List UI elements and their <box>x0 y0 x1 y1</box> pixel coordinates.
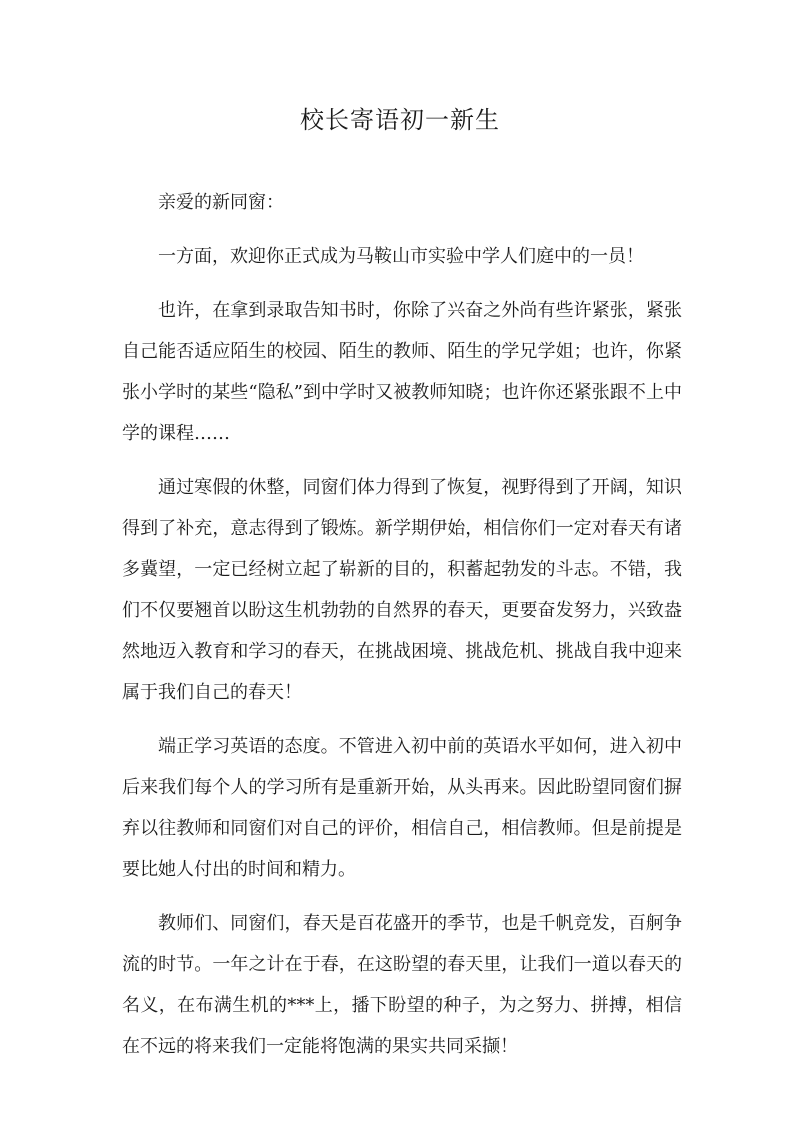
paragraph-english: 端正学习英语的态度。不管进入初中前的英语水平如何，进入初中后来我们每个人的学习所有是重新开始，从头再来。因此盼望同窗们摒弃以往教师和同窗们对自己的评价，相信自己，相信教师。但是前提是要比她人付出的时间和精力。 <box>122 736 682 880</box>
paragraph-spring: 通过寒假的休整，同窗们体力得到了恢复，视野得到了开阔，知识得到了补充，意志得到了锻炼。新学期伊始，相信你们一定对春天有诸多冀望，一定已经树立起了崭新的目的，积蓄起勃发的斗志。不错，我们不仅要翘首以盼这生机勃勃的自然界的春天，更要奋发努力，兴致盎然地迈入教育和学习的春天，在挑战困境、挑战危机、挑战自我中迎来属于我们自己的春天！ <box>122 477 682 703</box>
paragraph-greeting: 亲爱的新同窗： <box>158 192 284 213</box>
paragraph-worries: 也许，在拿到录取告知书时，你除了兴奋之外尚有些许紧张，紧张自己能否适应陌生的校园、陌生的教师、陌生的学兄学姐；也许，你紧张小学时的某些“隐私”到中学时又被教师知晓；也许你还紧张跟不上中学的课程…… <box>122 300 682 444</box>
paragraph-welcome: 一方面，欢迎你正式成为马鞍山市实验中学人们庭中的一员！ <box>158 246 644 267</box>
document-body <box>122 182 682 1080</box>
paragraph-closing: 教师们、同窗们，春天是百花盛开的季节，也是千帆竞发，百舸争流的时节。一年之计在于春，在这盼望的春天里，让我们一道以春天的名义，在布满生机的***上，播下盼望的种子，为之努力、拼搏，相信在不远的将来我们一定能将饱满的果实共同采撷！ <box>122 913 682 1057</box>
document-title: 校长寄语初一新生 <box>300 106 500 134</box>
